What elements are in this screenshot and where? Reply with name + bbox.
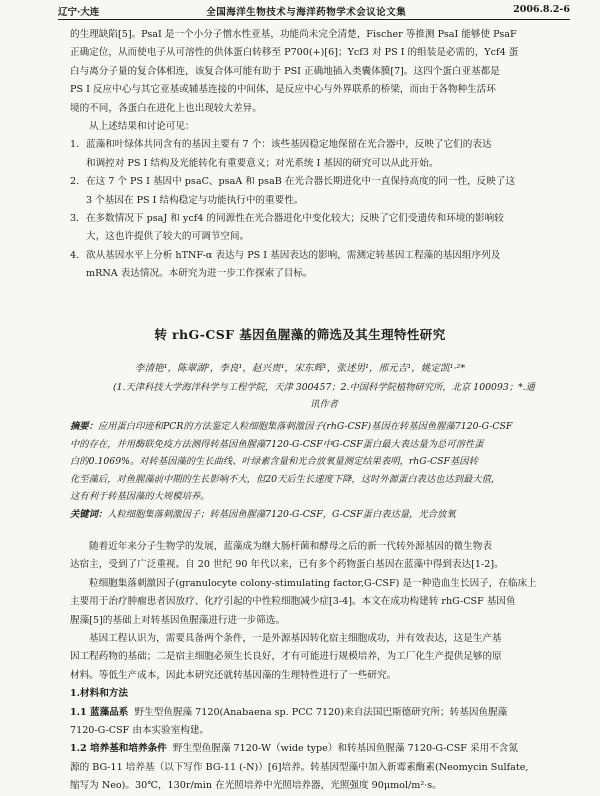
text-line: 在这 7 个 PS I 基因中 psaC、psaA 和 psaB 在光合器长期进化中一直保持高度的同一性，反映了这 — [86, 176, 516, 188]
list-item — [70, 247, 586, 284]
text-line: 7120-G-CSF 由本实验室构建。 — [70, 725, 210, 737]
text-line: 缩写为 Neo)。30℃，130r/min 在光照培养中光照培养器，光照强度 90μmol/m²·s。 — [70, 780, 442, 792]
text-line: 3 个基因在 PS I 结构稳定与功能执行中的重要性。 — [86, 194, 304, 206]
affiliation-line: (1.天津科技大学海洋科学与工程学院，天津 300457；2.中国科学院植物研究所，北京 100093；*.通 — [113, 382, 535, 393]
text-line: 因工程药物的基础；二是宿主细胞必须生长良好，才有可能进行规模培养，为工厂化生产提供足够的原 — [70, 651, 502, 663]
article-authors: 李清艳¹，陈翠湖²，李良¹，赵兴贵¹，宋东辉¹，张述男¹，邢元吉¹，姚定凯¹·²* — [134, 363, 466, 374]
list-item — [70, 136, 586, 173]
text-line: 大，这也许提供了较大的可调节空间。 — [86, 231, 250, 243]
section-heading: 1.材料和方法 — [70, 688, 128, 700]
running-header — [58, 4, 570, 20]
text-line: 境的不同，各蛋白在进化上也出现较大差异。 — [70, 102, 262, 114]
abstract-line: 应用蛋白印迹和PCR的方法鉴定人粒细胞集落刺激因子(rhG-CSF)基因在转基因鱼腥藻7120-G-CSF — [97, 421, 513, 432]
header-location: 辽宁·大连 — [58, 7, 100, 18]
keywords-label: 关键词： — [70, 508, 108, 520]
abstract-block — [70, 418, 586, 524]
list-item — [70, 210, 586, 247]
text-line: 达宿主，受到了广泛重视。自 20 世纪 90 年代以来，已有多个药物蛋白基因在蓝藻中得到表达[1-2]。 — [70, 559, 504, 571]
list-number: 4. — [70, 249, 80, 261]
conclusion-list — [70, 136, 586, 283]
conclusion-lead: 从上述结果和讨论可见： — [89, 121, 195, 133]
subsection-label: 1.2 培养基和培养条件 — [70, 743, 167, 755]
subsection-label: 1.1 蓝藻品系 — [70, 706, 129, 718]
previous-article-conclusion — [70, 26, 586, 284]
text-line: 正确定位，从而使电子从可溶性的供体蛋白转移至 P700(+)[6]；Ycf3 对 PS I 的组装是必需的，Ycf4 蛋 — [70, 47, 519, 59]
affiliation-line: 讯作者 — [310, 399, 338, 410]
abstract-line: 中的存在，并用酶联免疫方法测得转基因鱼腥藻7120-G-CSF中G-CSF蛋白最大表达量为总可溶性蛋 — [70, 438, 484, 450]
text-line: 和调控对 PS I 结构及光能转化有重要意义；对光系统 I 基因的研究可以从此开始。 — [86, 157, 439, 169]
text-line: 主要用于治疗肿瘤患者因放疗、化疗引起的中性粒细胞减少症[3-4]。本文在成功构建转 rhG-CSF 基因鱼 — [70, 596, 516, 608]
header-date: 2006.8.2-6 — [513, 4, 570, 15]
abstract-line: 化至藻后，对鱼腥藻前中期的生长影响不大，但20天后生长速度下降，这时外源蛋白表达也达到最大值， — [70, 473, 501, 485]
text-line: 材料。等低生产成本，因此本研究还就转基因藻的生理特性进行了一些研究。 — [70, 669, 397, 681]
text-line: 欲从基因水平上分析 hTNF-α 表达与 PS I 基因表达的影响，需测定转基因工程藻的基因组序列及 — [86, 249, 501, 261]
text-line: 在多数情况下 psaJ 和 ycf4 的同源性在光合器进化中变化较大；反映了它们受遗传和环境的影响较 — [86, 213, 504, 225]
text-line: 的生理缺陷[5]。PsaI 是一个小分子憎水性亚基，功能尚未完全清楚，Fischer 等推测 PsaI 能够使 PsaF — [70, 29, 517, 40]
text-line: 蓝藻和叶绿体共同含有的基因主要有 7 个：该些基因稳定地保留在光合器中，反映了它们的表达 — [86, 139, 492, 151]
text-line: 野生型鱼腥藻 7120(Anabaena sp. PCC 7120)来自法国巴斯德研究所；转基因鱼腥藻 — [134, 706, 508, 718]
introduction — [70, 538, 586, 796]
header-journal: 全国海洋生物技术与海洋药物学术会议论文集 — [206, 7, 407, 18]
text-line: 基因工程认识为，需要具备两个条件，一是外源基因转化宿主细胞成功，并有效表达，这是生产基 — [89, 633, 502, 645]
text-line: 源的 BG-11 培养基（以下写作 BG-11 (-N)）[6]培养。转基因型藻中加入新霉素酶素(Neomycin Sulfate, — [70, 761, 529, 773]
list-number: 2. — [70, 176, 80, 188]
text-line: 野生型鱼腥藻 7120-W（wide type）和转基因鱼腥藻 7120-G-CSF 采用不含氮 — [172, 743, 518, 755]
article-title: 转 rhG-CSF 基因鱼腥藻的筛选及其生理特性研究 — [154, 327, 446, 342]
abstract-line: 白的0.1069%。对转基因藻的生长曲线、叶绿素含量和光合放氧量测定结果表明，rhG-CSF基因转 — [70, 456, 478, 468]
text-line: PS I 反应中心与其它亚基或辅基连接的中间体，是反应中心与外界联系的桥梁，而由于各物种生活环 — [70, 84, 496, 96]
list-number: 3. — [70, 213, 80, 225]
list-number: 1. — [70, 139, 80, 151]
article-affiliations — [84, 379, 564, 413]
text-line: 随着近年来分子生物学的发展，蓝藻成为继大肠杆菌和酵母之后的新一代转外源基因的微生物表 — [89, 541, 492, 552]
list-item — [70, 173, 586, 210]
keywords: 人粒细胞集落刺激因子；转基因鱼腥藻7120-G-CSF，G-CSF蛋白表达量，光合放氧 — [107, 508, 456, 520]
abstract-label: 摘要： — [70, 421, 98, 432]
text-line: mRNA 表达情况。本研究为进一步工作探索了目标。 — [86, 268, 313, 280]
text-line: 粒细胞集落刺激因子(granulocyte colony-stimulating factor,G-CSF) 是一种造血生长因子，在临床上 — [89, 577, 537, 589]
abstract-line: 这有利于转基因藻的大规模培养。 — [70, 491, 210, 503]
text-line: 腥藻[5]的基础上对转基因鱼腥藻进行进一步筛选。 — [70, 614, 286, 626]
text-line: 白与离分子量的复合体相连，该复合体可能有助于 PSI 正确地插入类囊体膜[7]。这四个蛋白亚基都是 — [70, 65, 500, 77]
